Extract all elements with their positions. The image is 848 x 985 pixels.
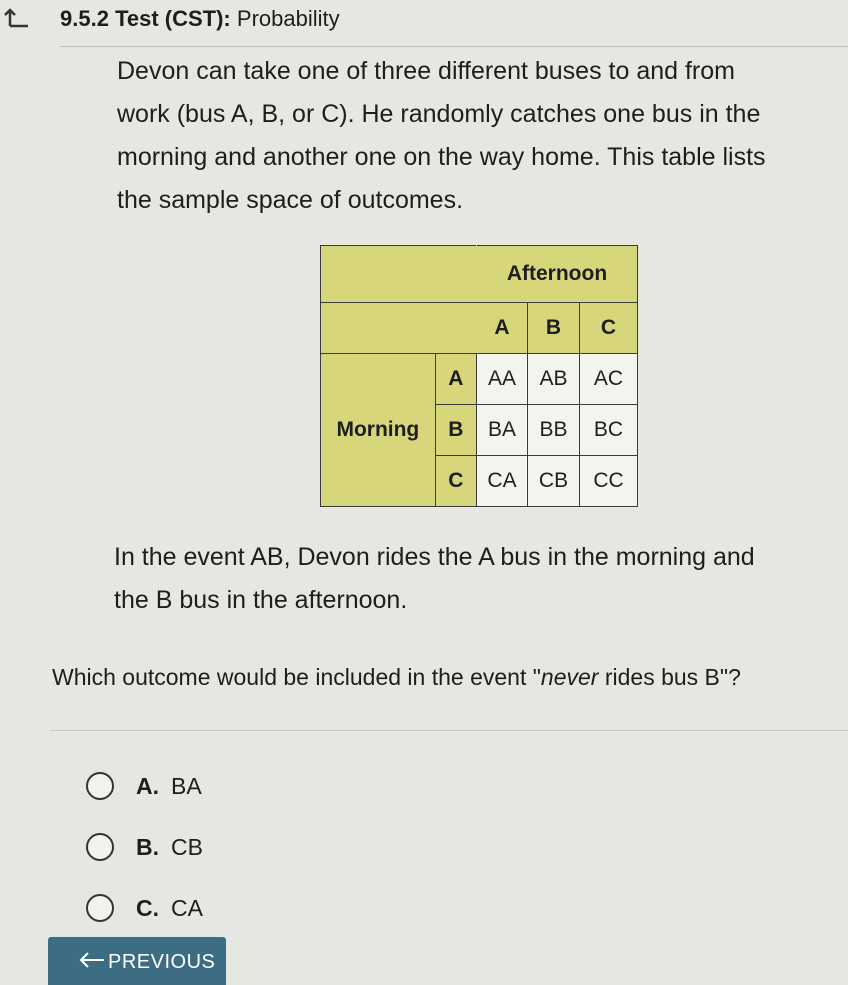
table-cell: CA [477, 456, 528, 507]
header-divider [60, 46, 848, 47]
option-letter: B. [136, 833, 159, 860]
radio-button[interactable] [86, 833, 114, 861]
back-arrow-icon[interactable] [2, 2, 32, 32]
radio-button[interactable] [86, 894, 114, 922]
topic-label: Probability [236, 6, 340, 31]
table-cell: CC [580, 456, 638, 507]
afternoon-header: Afternoon [477, 246, 638, 303]
table-cell: AA [477, 354, 528, 405]
test-label: Test (CST): [115, 6, 231, 31]
question-divider [50, 730, 848, 731]
row-header-a: A [435, 354, 476, 405]
intro-line: the sample space of outcomes. [117, 186, 464, 214]
intro-paragraph [117, 50, 766, 222]
table-cell: BB [528, 405, 580, 456]
previous-button[interactable] [48, 937, 226, 985]
question-text [52, 656, 741, 699]
table-corner [321, 246, 477, 303]
option-text: CA [171, 894, 203, 921]
previous-label: PREVIOUS [108, 951, 216, 973]
event-description [114, 536, 755, 622]
row-header-b: B [435, 405, 476, 456]
question-after: rides bus B"? [598, 664, 741, 690]
intro-line: morning and another one on the way home. This table lists [117, 143, 766, 171]
table-corner-lower [321, 303, 477, 354]
event-line: the B bus in the afternoon. [114, 586, 408, 614]
option-text: CB [171, 833, 203, 860]
radio-button[interactable] [86, 772, 114, 800]
intro-line: Devon can take one of three different buses to and from [117, 57, 735, 85]
morning-header: Morning [321, 354, 436, 507]
question-before: Which outcome would be included in the event " [52, 664, 541, 690]
intro-line: work (bus A, B, or C). He randomly catches one bus in the [117, 100, 761, 128]
left-arrow-icon [78, 951, 106, 969]
answer-option-b[interactable] [86, 830, 203, 864]
table-cell: BA [477, 405, 528, 456]
header-bar [0, 0, 848, 48]
table-cell: AC [580, 354, 638, 405]
answer-option-a[interactable] [86, 769, 202, 803]
col-header-c: C [580, 303, 638, 354]
table-cell: BC [580, 405, 638, 456]
table-cell: AB [528, 354, 580, 405]
sample-space-table [320, 245, 638, 507]
col-header-b: B [528, 303, 580, 354]
option-text: BA [171, 772, 202, 799]
col-header-a: A [477, 303, 528, 354]
page-title [60, 6, 340, 32]
table-cell: CB [528, 456, 580, 507]
course-code: 9.5.2 [60, 6, 109, 31]
option-letter: C. [136, 894, 159, 921]
answer-option-c[interactable] [86, 891, 203, 925]
option-letter: A. [136, 772, 159, 799]
event-line: In the event AB, Devon rides the A bus in the morning and [114, 543, 755, 571]
row-header-c: C [435, 456, 476, 507]
question-emphasis: never [540, 664, 599, 690]
